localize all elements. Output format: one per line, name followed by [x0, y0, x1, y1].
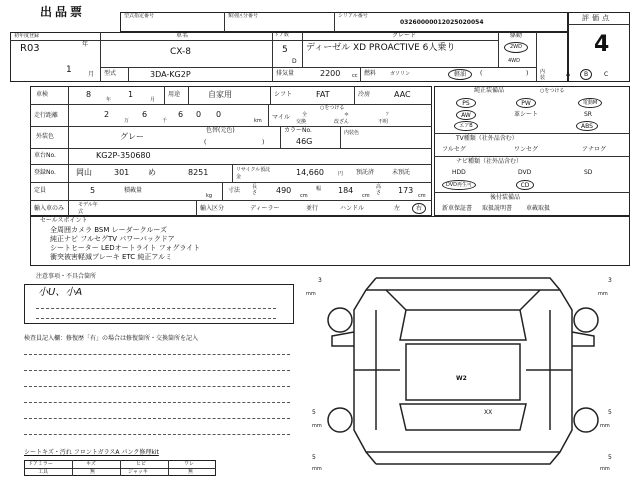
- mileage-km-unit: km: [254, 118, 262, 124]
- damage-unit-5: mm: [312, 466, 322, 472]
- option-pw: PW: [516, 98, 536, 108]
- model-year-label: モデル年式: [78, 202, 98, 215]
- length-unit: cm: [300, 193, 308, 199]
- sales-point-line-3: シートヒーター LEDオートライト フォグライト: [50, 244, 201, 252]
- form-title: 出品票: [40, 5, 86, 19]
- sales-point-line-1: 全周囲カメラ BSM レーダークルーズ: [50, 226, 168, 234]
- vehicle-damage-diagram: [296, 270, 630, 472]
- inspector-notes-title: 検査員記入欄：修復歴「有」の場合は修復箇所・交換箇所を記入: [24, 335, 199, 342]
- steering-left: 左: [394, 205, 401, 212]
- damage-unit-1: mm: [306, 291, 316, 297]
- footer-value-3: ジャッキ: [128, 469, 148, 475]
- navi-dvd: DVD: [518, 169, 532, 176]
- first-reg-year-unit: 年: [82, 41, 89, 48]
- sales-points-title: セールスポイント: [40, 217, 88, 224]
- option-leather: 革シート: [514, 111, 539, 118]
- plate-area: 岡山: [76, 168, 92, 177]
- shaken-month-unit: 月: [150, 97, 156, 103]
- navi-sd: SD: [584, 169, 593, 176]
- meter-mark-2: ＊: [344, 112, 350, 118]
- import-option-dealer: ディーラー: [250, 205, 280, 212]
- load-label: 積載量: [124, 187, 143, 194]
- steering-right: 右: [412, 203, 426, 214]
- meter-circle-note: ○をつける: [320, 105, 345, 111]
- width-value: 184: [338, 186, 354, 195]
- footer-header-2: キズ: [86, 461, 96, 467]
- damage-unit-3: mm: [312, 423, 322, 429]
- recycle-label: リサイクル預託金: [236, 167, 271, 180]
- navi-label: ナビ種類（社外品含む）: [456, 158, 523, 165]
- use-value: 自家用: [208, 90, 232, 99]
- drive-label: 駆動: [510, 32, 523, 39]
- damage-mark-left-top: 3: [318, 277, 322, 284]
- grade-label: グレード: [392, 32, 417, 39]
- approval-label: 型式指定番号: [124, 13, 155, 19]
- use-label: 用途: [168, 91, 181, 98]
- grade-value: ディーゼル XD PROACTIVE 6人乗り: [306, 43, 456, 53]
- option-abs: ABS: [576, 121, 598, 131]
- rating-label: 評価点: [582, 14, 612, 22]
- mile-label: マイル: [272, 114, 290, 121]
- capacity-value: 5: [90, 186, 96, 195]
- recycle-deposited: 預託済: [356, 169, 375, 176]
- doors-suffix: D: [292, 58, 297, 65]
- color-change-label: 色替(元色): [206, 127, 235, 134]
- import-option-parallel: 並行: [306, 205, 319, 212]
- mileage-digit-2: 6: [142, 110, 148, 119]
- drive-4wd: 4WD: [508, 58, 520, 64]
- media-dvd-play: DVD再生可: [442, 180, 476, 190]
- mileage-digit-4: 0: [196, 110, 202, 119]
- notes-handwritten: 小U、小A: [38, 287, 83, 298]
- plate-kana: め: [148, 168, 156, 177]
- mileage-digit-3: 6: [178, 110, 184, 119]
- model-label: 型式: [104, 70, 117, 77]
- shaken-year: 8: [86, 90, 92, 99]
- displacement-label: 排気量: [276, 70, 295, 77]
- fuel-diesel: 軽油: [448, 69, 472, 80]
- serial-label: シリアル番号: [338, 13, 368, 19]
- meter-option-1: 交換: [296, 119, 307, 125]
- tv-oneseg: ワンセグ: [514, 146, 539, 153]
- doors-value: 5: [282, 45, 288, 55]
- options-circle-note: ○をつける: [540, 88, 565, 94]
- inspection-block: [30, 86, 432, 216]
- model-value: 3DA-KG2P: [150, 70, 191, 79]
- footer-header-3: ヒビ: [136, 461, 147, 467]
- exterior-color-value: グレー: [120, 132, 144, 141]
- interior-color-label: 内装色: [344, 130, 360, 136]
- plate-number: 8251: [188, 168, 209, 177]
- damage-unit-2: mm: [598, 291, 608, 297]
- option-ps: PS: [456, 98, 476, 108]
- damage-unit-6: mm: [600, 466, 610, 472]
- height-value: 173: [398, 186, 414, 195]
- option-sr: SR: [584, 111, 592, 118]
- mileage-digit-5: 0: [216, 110, 222, 119]
- aircon-value: AAC: [394, 90, 411, 99]
- steering-label: ハンドル: [340, 205, 365, 212]
- after-item-manual: 取扱説明書: [482, 205, 513, 212]
- color-no-label: カラーNo.: [284, 127, 312, 134]
- shift-label: シフト: [274, 91, 293, 98]
- interior-grade-c: C: [604, 71, 609, 78]
- import-category-label: 輸入区分: [200, 205, 225, 212]
- seat-note: シートキズ・汚れ フロントガラスA パンク修理kit: [24, 449, 159, 456]
- mileage-digit-1: 2: [104, 110, 110, 119]
- first-reg-era: R03: [20, 43, 40, 54]
- first-reg-month-unit: 月: [88, 71, 95, 78]
- shift-value: FAT: [316, 90, 330, 99]
- fuel-label: 燃料: [364, 70, 377, 77]
- shaken-year-unit: 年: [106, 97, 112, 103]
- damage-mark-right-mid: 5: [608, 409, 612, 416]
- options-title: 純正装備品: [474, 87, 505, 94]
- damage-code-xx: XX: [484, 409, 493, 416]
- displacement-unit: cc: [352, 73, 358, 79]
- length-label: 長さ: [252, 184, 258, 196]
- drive-2wd: 2WD: [504, 42, 528, 53]
- color-change-value: (: [204, 139, 207, 146]
- footer-value-2: 無: [90, 469, 96, 475]
- car-name-value: CX-8: [170, 47, 191, 57]
- vin-label: 車台No.: [34, 152, 56, 159]
- car-name-label: 車名: [176, 32, 189, 39]
- tv-label: TV種類（社外品含む）: [456, 135, 518, 142]
- footer-value-4: 無: [188, 469, 194, 475]
- interior-label: 内装: [540, 69, 546, 81]
- recycle-not-deposited: 未預託: [392, 169, 411, 176]
- height-label: 高さ: [376, 184, 382, 196]
- vin-value: KG2P-350680: [96, 151, 151, 160]
- tv-fullseg: フルセグ: [442, 146, 466, 153]
- damage-code-w2: W2: [456, 375, 467, 382]
- plate-label: 登録No.: [34, 169, 56, 176]
- capacity-label: 定員: [34, 187, 47, 194]
- exterior-color-label: 外装色: [36, 133, 55, 140]
- meter-mark-1: 全: [302, 112, 308, 118]
- footer-value-1: 工具: [38, 469, 49, 475]
- sales-point-line-2: 純正ナビ フルセグTV パワーバックドア: [50, 235, 175, 243]
- option-airbag: エアB: [454, 121, 478, 131]
- plate-class: 301: [114, 168, 130, 177]
- length-value: 490: [276, 186, 292, 195]
- shaken-label: 車検: [36, 91, 49, 98]
- fuel-gasoline: ガソリン: [390, 71, 411, 77]
- option-aw: AW: [456, 110, 476, 120]
- aircon-label: 冷房: [358, 91, 371, 98]
- dimensions-label: 寸法: [228, 187, 241, 194]
- interior-grade-b: B: [580, 69, 592, 80]
- meter-option-2: 改ざん: [334, 119, 350, 125]
- load-unit: kg: [206, 193, 213, 199]
- aftermarket-label: 後付装備品: [490, 194, 521, 201]
- footer-header-1: ドアミラー: [28, 461, 53, 467]
- notes-title: 注意事項・不具合箇所: [36, 273, 97, 280]
- color-no-value: 46G: [296, 137, 313, 146]
- meter-option-3: 不明: [378, 119, 389, 125]
- navi-hdd: HDD: [452, 169, 466, 176]
- recycle-value: 14,660: [296, 168, 324, 177]
- mileage-thousand-unit: 千: [162, 118, 168, 124]
- damage-unit-4: mm: [600, 423, 610, 429]
- media-cd: CD: [516, 180, 534, 190]
- damage-mark-right-top: 3: [608, 277, 612, 284]
- doors-label: ドア数: [274, 32, 289, 38]
- mileage-label: 走行距離: [34, 112, 59, 119]
- rating-value: 4: [594, 32, 610, 57]
- height-unit: cm: [418, 193, 426, 199]
- serial-number: 03260000012025020054: [400, 19, 484, 26]
- footer-header-4: ワレ: [184, 461, 195, 467]
- width-unit: cm: [362, 193, 370, 199]
- shaken-month: 1: [128, 90, 134, 99]
- displacement-value: 2200: [320, 69, 341, 78]
- meter-mark-3: ？: [386, 112, 392, 118]
- option-power-mirror: 電動M: [578, 98, 602, 108]
- first-reg-month: 1: [66, 65, 72, 75]
- after-item-carmanual: 車載取扱: [526, 205, 551, 212]
- mileage-man-unit: 万: [124, 118, 130, 124]
- damage-mark-left-mid: 5: [312, 409, 316, 416]
- after-item-warranty: 新車保証書: [442, 205, 473, 212]
- import-label: 輸入車のみ: [34, 205, 65, 212]
- first-reg-label: 初年度登録: [14, 33, 40, 39]
- tv-analog: アナログ: [582, 146, 607, 153]
- interior-grade-a: A: [566, 71, 571, 78]
- width-label: 幅: [316, 186, 322, 192]
- damage-mark-left-bottom: 5: [312, 454, 316, 461]
- recycle-unit: 円: [338, 171, 344, 177]
- damage-mark-right-bottom: 5: [608, 454, 612, 461]
- category-label: 類別区分番号: [228, 13, 259, 19]
- sales-point-line-4: 衝突被害軽減ブレーキ ETC 純正アルミ: [50, 253, 173, 261]
